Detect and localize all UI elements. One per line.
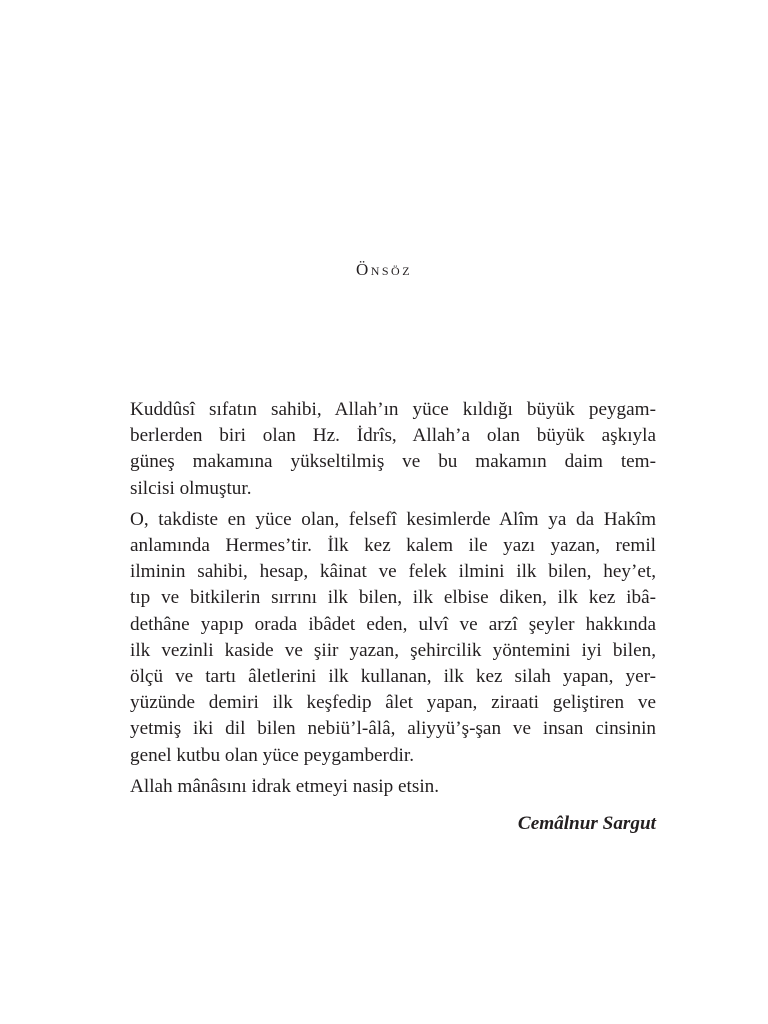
text-line: güneş makamına yükseltilmiş ve bu makamın daim tem- (130, 451, 656, 473)
text-line: genel kutbu olan yüce peygamberdir. (130, 744, 414, 766)
paragraph (130, 397, 656, 502)
text-line: Kuddûsî sıfatın sahibi, Allah’ın yüce kıldığı büyük peygam- (130, 399, 656, 420)
paragraph (130, 774, 656, 800)
paragraph (130, 507, 656, 769)
text-line: silcisi olmuştur. (130, 477, 252, 499)
text-line: Allah mânâsını idrak etmeyi nasip etsin. (130, 775, 440, 797)
text-line: anlamında Hermes’tir. İlk kez kalem ile yazı yazan, remil (130, 535, 656, 557)
page-title: Önsöz (355, 260, 413, 279)
text-line: yetmiş iki dil bilen nebiü’l-âlâ, aliyyü’ş-şan ve insan cinsinin (130, 718, 656, 740)
text-line: ilk vezinli kaside ve şiir yazan, şehircilik yöntemini iyi bilen, (130, 639, 656, 661)
text-line: O, takdiste en yüce olan, felsefî kesimlerde Alîm ya da Hakîm (130, 508, 656, 530)
text-line: berlerden biri olan Hz. İdrîs, Allah’a olan büyük aşkıyla (130, 425, 656, 447)
text-line: ölçü ve tartı âletlerini ilk kullanan, ilk kez silah yapan, yer- (130, 666, 656, 688)
preface-body (130, 397, 656, 805)
text-line: yüzünde demiri ilk keşfedip âlet yapan, ziraati geliştiren ve (130, 692, 656, 714)
author-signature: Cemâlnur Sargut (517, 813, 656, 834)
text-line: ilminin sahibi, hesap, kâinat ve felek ilmini ilk bilen, hey’et, (130, 561, 656, 583)
text-line: tıp ve bitkilerin sırrını ilk bilen, ilk elbise diken, ilk kez ibâ- (130, 587, 656, 609)
text-line: dethâne yapıp orada ibâdet eden, ulvî ve arzî şeyler hakkında (130, 613, 656, 635)
